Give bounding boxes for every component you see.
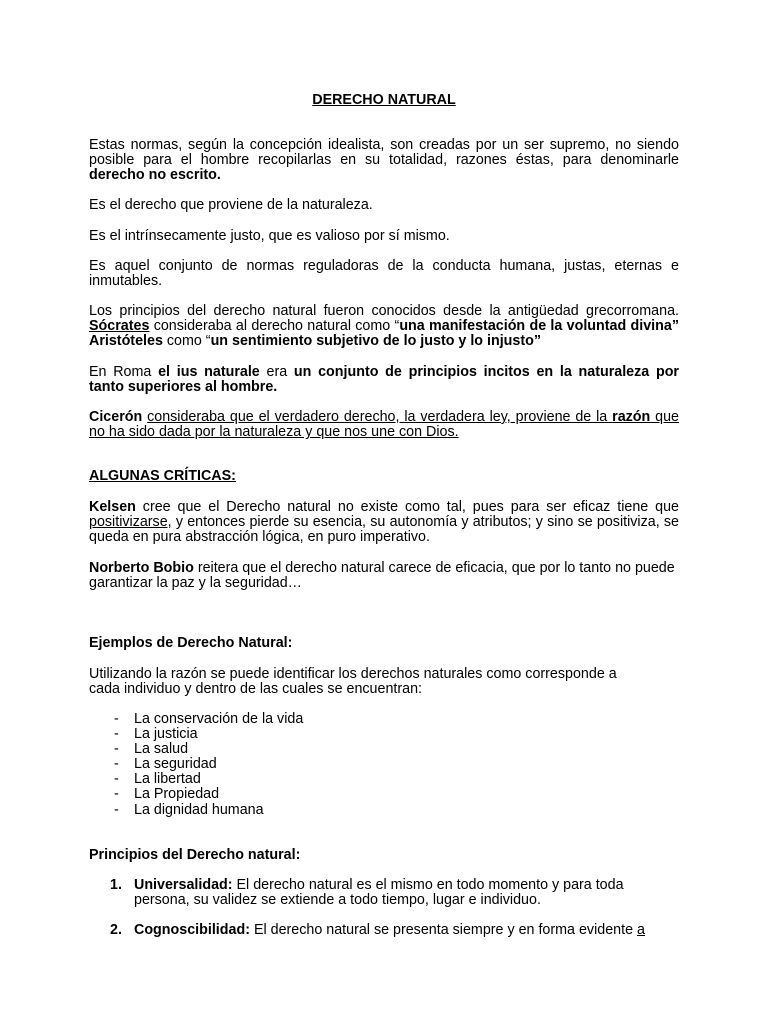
paragraph-justo: Es el intrínsecamente justo, que es valioso por sí mismo. [89,228,450,244]
paragraph-kelsen [89,500,679,546]
principle-term: Universalidad: [134,877,233,893]
paragraph-roma [89,365,679,395]
ejemplos-intro [89,667,679,697]
paragraph-bobio [89,561,679,591]
paragraph-naturaleza: Es el derecho que proviene de la naturaleza. [89,197,373,213]
paragraph-origen [89,138,679,184]
document-title: DERECHO NATURAL [312,92,456,108]
paragraph-text: consideraba al derecho natural como “ [149,318,400,335]
list-item [89,923,679,938]
bold-quote: un sentimiento subjetivo de lo justo y lo injusto” [210,333,542,350]
bold-term: un conjunto de principios incitos en la naturaleza por tanto superiores al hombre. [89,364,679,396]
bold-term: el ius naturale [158,364,260,380]
underlined-text: positivizarse, [89,514,172,531]
ciceron-name: Cicerón [89,409,143,425]
criticas-heading: ALGUNAS CRÍTICAS: [89,468,236,484]
kelsen-name: Kelsen [89,499,136,515]
list-item: - La salud [89,742,679,757]
list-item [89,878,679,908]
underlined-bold-term: razón [612,409,651,425]
principios-heading: Principios del Derecho natural: [89,847,301,863]
list-item: - La Propiedad [89,787,679,802]
paragraph-text: Estas normas, según la concepción idealista, son creadas por un ser supremo, no siendo posible para el hombre recopilarlas en su totalidad, razones éstas, para denominarle [89,137,679,169]
intro-line: cada individuo y dentro de las cuales se encuentran: [89,681,423,698]
paragraph-text: En Roma [89,364,159,380]
principle-text: El derecho natural es el mismo en todo momento y para toda [232,877,624,893]
list-item: - La dignidad humana [89,803,679,818]
list-item: - La conservación de la vida [89,712,679,727]
paragraph-text: como “ [162,333,211,350]
principios-list [89,878,679,939]
underlined-text: a [637,922,645,939]
paragraph-text: y entonces pierde su esencia, su autonomía y atributos; y sino se positiviza, se queda en pura abstracción lógica, en puro imperativo. [89,514,679,546]
list-number: 1. [110,877,122,893]
ejemplos-heading: Ejemplos de Derecho Natural: [89,635,293,651]
bold-quote: una manifestación de la voluntad divina” Aristóteles [89,318,679,350]
paragraph-ciceron [89,410,679,440]
principle-text: El derecho natural se presenta siempre y en forma evidente [249,922,637,939]
list-item: - La justicia [89,727,679,742]
paragraph-normas: Es aquel conjunto de normas reguladoras de la conducta humana, justas, eternas e inmutables. [89,258,679,290]
bobio-name: Norberto Bobio [89,560,194,576]
paragraph-text: reitera que el derecho natural carece de eficacia, que por lo tanto no puede garantizar la paz y la seguridad… [89,560,675,592]
underlined-text: consideraba que el verdadero derecho, la verdadera ley, proviene de la [147,409,613,425]
paragraph-text: cree que el Derecho natural no existe como tal, pues para ser eficaz tiene que [135,499,679,515]
paragraph-text: era [259,364,294,380]
underlined-text: que no ha sido dada por la naturaleza y que nos une con Dios. [89,409,679,441]
intro-line: Utilizando la razón se puede identificar los derechos naturales como corresponde a [89,666,617,682]
principle-text: persona, su validez se extiende a todo tiempo, lugar e individuo. [134,892,541,909]
bold-term: derecho no escrito. [89,167,221,184]
ejemplos-list [89,712,679,818]
list-number: 2. [110,922,122,939]
principle-term: Cognoscibilidad: [134,922,250,939]
list-item: - La libertad [89,772,679,787]
socrates-name: Sócrates [89,318,150,335]
paragraph-text: Los principios del derecho natural fueron conocidos desde la antigüedad grecorromana. [89,303,679,319]
list-item: - La seguridad [89,757,679,772]
paragraph-principios-grecorromanos [89,304,679,350]
